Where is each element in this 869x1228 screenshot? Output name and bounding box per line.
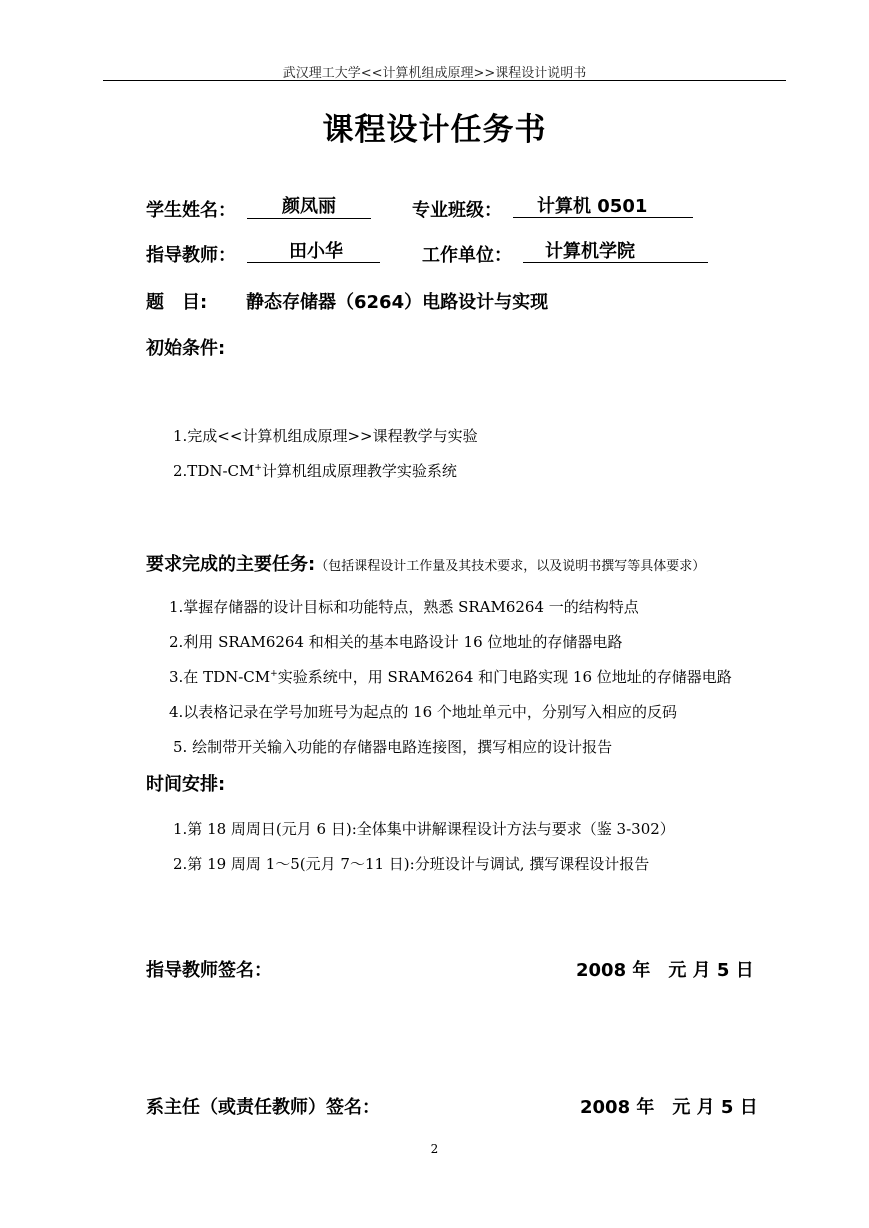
main-tasks-label: 要求完成的主要任务:（包括课程设计工作量及其技术要求，以及说明书撰写等具体要求）	[146, 554, 706, 575]
task-item-1: 1.掌握存储器的设计目标和功能特点，熟悉 SRAM6264 一的结构特点	[169, 598, 639, 616]
schedule-label: 时间安排:	[146, 774, 226, 795]
class-label: 专业班级：	[412, 200, 502, 221]
student-name-value: 颜凤丽	[247, 196, 371, 219]
initial-conditions-label: 初始条件:	[146, 338, 226, 359]
topic-value: 静态存储器（6264）电路设计与实现	[246, 292, 549, 313]
class-value: 计算机 0501	[513, 196, 693, 218]
teacher-signature-date: 2008 年 元 月 5 日	[576, 960, 754, 981]
schedule-item-2: 2.第 19 周周 1～5(元月 7～11 日):分班设计与调试, 撰写课程设计报告	[173, 855, 650, 873]
schedule-item-1: 1.第 18 周周日(元月 6 日):全体集中讲解课程设计方法与要求（鉴 3-302）	[173, 820, 675, 838]
header-rule	[103, 80, 786, 81]
director-signature-label: 系主任（或责任教师）签名：	[146, 1097, 380, 1118]
teacher-label: 指导教师：	[146, 245, 236, 266]
director-signature-date: 2008 年 元 月 5 日	[580, 1097, 758, 1118]
unit-label: 工作单位：	[422, 245, 512, 266]
teacher-value: 田小华	[247, 241, 380, 263]
document-title: 课程设计任务书	[322, 112, 547, 148]
initial-item-1: 1.完成<<计算机组成原理>>课程教学与实验	[173, 427, 478, 445]
task-item-3: 3.在 TDN-CM+实验系统中，用 SRAM6264 和门电路实现 16 位地址的存储器电路	[169, 668, 732, 686]
task-item-5: 5. 绘制带开关输入功能的存储器电路连接图，撰写相应的设计报告	[173, 738, 613, 756]
teacher-signature-label: 指导教师签名：	[146, 960, 272, 981]
unit-value: 计算机学院	[523, 241, 708, 263]
main-tasks-note: （包括课程设计工作量及其技术要求，以及说明书撰写等具体要求）	[315, 559, 706, 574]
page-number: 2	[430, 1142, 439, 1156]
student-name-label: 学生姓名：	[146, 200, 236, 221]
task-item-2: 2.利用 SRAM6264 和相关的基本电路设计 16 位地址的存储器电路	[169, 633, 623, 651]
initial-item-2: 2.TDN-CM+计算机组成原理教学实验系统	[173, 462, 457, 480]
task-item-4: 4.以表格记录在学号加班号为起点的 16 个地址单元中，分别写入相应的反码	[169, 703, 677, 721]
page-header: 武汉理工大学<<计算机组成原理>>课程设计说明书	[282, 66, 587, 81]
topic-label: 题 目:	[146, 292, 208, 313]
